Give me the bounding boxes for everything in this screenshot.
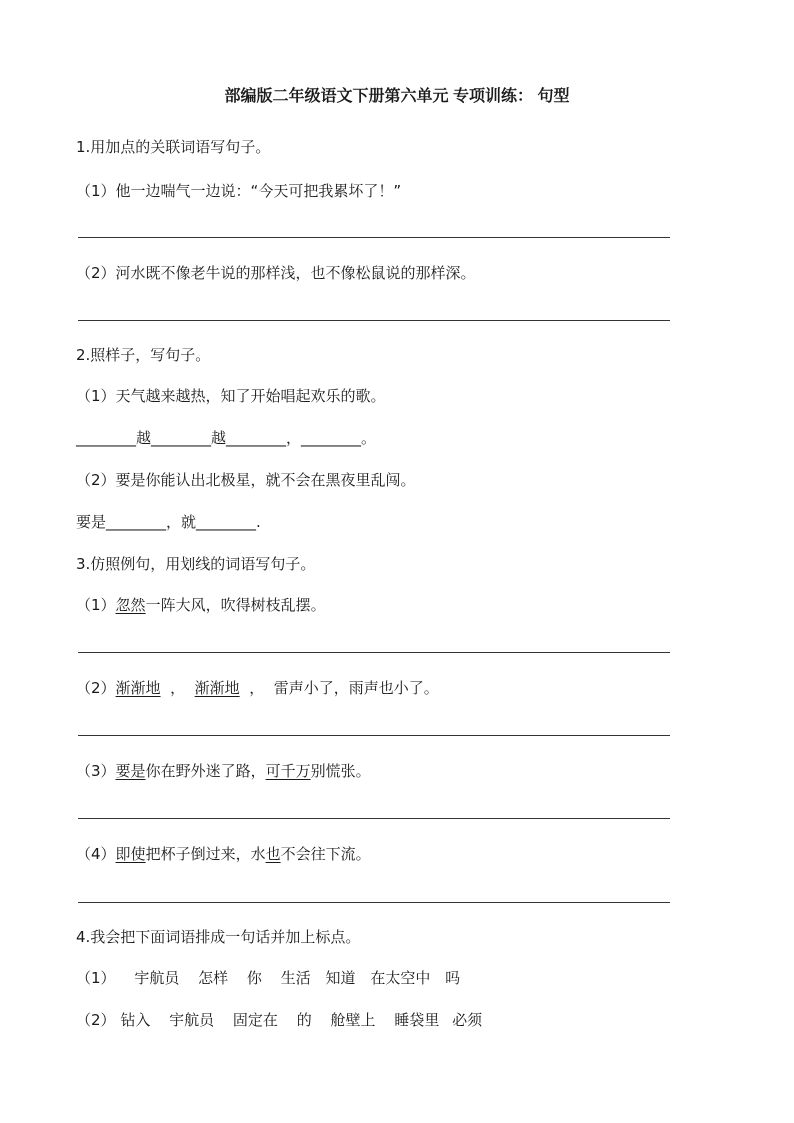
underlined-word: 也 [265,845,281,863]
q4-heading: 4.我会把下面词语排成一句话并加上标点。 [76,928,361,946]
word-card: 宇航员 [169,1011,215,1029]
page-title: 部编版二年级语文下册第六单元 专项训练： 句型 [224,88,570,105]
underlined-word: 即使 [115,845,146,863]
q3-heading: 3.仿照例句，用划线的词语写句子。 [76,555,316,573]
sentence-text: 你在野外迷了路， [145,762,266,780]
answer-line[interactable] [78,902,670,903]
sentence-text: 别慌张。 [310,762,371,780]
word-card: 在太空中 [370,969,431,987]
sentence-text: 一阵大风，吹得树枝乱摆。 [145,596,326,614]
q3-item-2 [76,678,439,698]
separator: ， [160,679,195,697]
q4-item-1 [76,968,460,988]
word-card: 舱壁上 [330,1011,376,1029]
word-card: 固定在 [232,1011,278,1029]
answer-line[interactable] [78,652,670,653]
q3-item-4 [76,844,371,864]
underlined-word: 要是 [115,762,146,780]
underlined-word: 可千万 [265,762,311,780]
word-card: 必须 [452,1011,483,1029]
q1-item-1: （1）他一边喘气一边说：“今天可把我累坏了！” [76,182,402,200]
answer-line[interactable] [78,320,670,321]
item-number: （2） [76,1011,116,1029]
word-card: 你 [246,969,262,987]
q1-heading: 1.用加点的关联词语写句子。 [76,138,271,156]
item-number: （1） [76,596,116,614]
q2-item-1: （1）天气越来越热，知了开始唱起欢乐的歌。 [76,387,386,405]
item-number: （1） [76,969,116,987]
word-card: 生活 [280,969,311,987]
q3-item-3 [76,761,371,781]
word-card: 吗 [445,969,461,987]
answer-line[interactable] [78,735,670,736]
word-card: 睡袋里 [394,1011,440,1029]
q2-item-2: （2）要是你能认出北极星，就不会在黑夜里乱闯。 [76,471,416,489]
q3-item-1 [76,595,326,615]
item-number: （3） [76,762,116,780]
word-card: 宇航员 [134,969,180,987]
underlined-word: 忽然 [115,596,146,614]
word-card: 钻入 [120,1011,151,1029]
word-card: 知道 [325,969,356,987]
underlined-word: 渐渐地 [194,679,240,697]
item-number: （4） [76,845,116,863]
q1-item-2: （2）河水既不像老牛说的那样浅，也不像松鼠说的那样深。 [76,264,476,282]
answer-line[interactable] [78,818,670,819]
q2-fill-1[interactable]: ________越________越________，________。 [76,429,377,447]
answer-line[interactable] [78,237,670,238]
q2-fill-2[interactable]: 要是________，就________. [76,513,261,531]
q4-item-2 [76,1010,482,1030]
word-card: 的 [296,1011,312,1029]
q2-heading: 2.照样子，写句子。 [76,346,211,364]
underlined-word: 渐渐地 [115,679,161,697]
separator: ， [239,679,274,697]
item-number: （2） [76,679,116,697]
sentence-text: 雷声小了，雨声也小了。 [273,679,439,697]
word-card: 怎样 [198,969,229,987]
sentence-text: 把杯子倒过来，水 [145,845,266,863]
sentence-text: 不会往下流。 [280,845,371,863]
